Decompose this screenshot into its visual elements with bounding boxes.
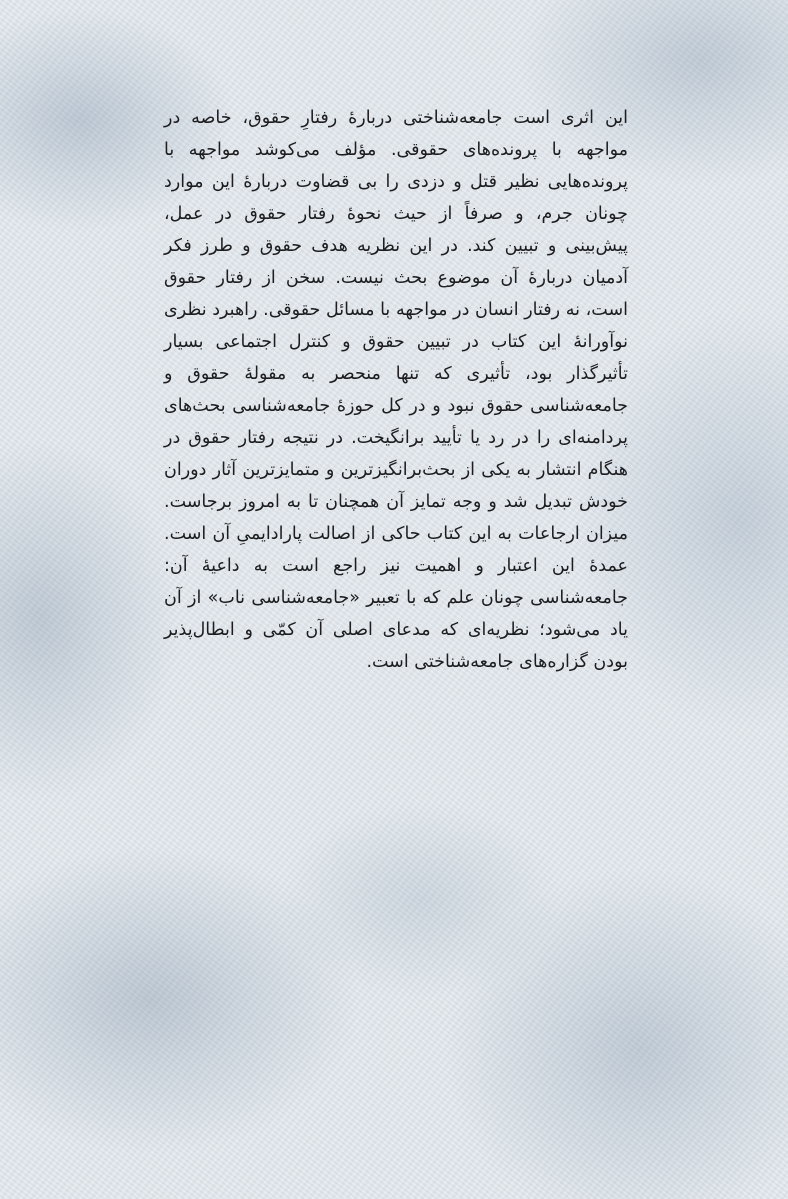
blurb-paragraph: این اثری است جامعه‌شناختی دربارهٔ رفتارِ حقوق، خاصه در مواجهه با پرونده‌های حقوقی. مؤلف می‌کوشد مواجهه با پرونده‌هایی نظیر قتل و دزدی را بی قضاوت دربارهٔ این موارد چونان جرم، و صرفاً از حیث نحوهٔ رفتار حقوق در عمل، پیش‌بینی و تبیین کند. در این نظریه هدف حقوق و طرز فکر آدمیان دربارهٔ آن موضوع بحث نیست. سخن از رفتار حقوق است، نه رفتار انسان در مواجهه با مسائل حقوقی. راهبرد نظری نوآورانهٔ این کتاب در تبیین حقوق و کنترل اجتماعی بسیار تأثیرگذار بود، تأثیری که تنها منحصر به مقولهٔ حقوق و جامعه‌شناسی حقوق نبود و در کل حوزهٔ جامعه‌شناسی بحث‌های پردامنه‌ای را در رد یا تأیید برانگیخت. در نتیجه رفتار حقوق در هنگام انتشار به یکی از بحث‌برانگیزترین و متمایزترین آثار دوران خودش تبدیل شد و وجه تمایز آن همچنان تا به امروز برجاست. میزان ارجاعات به این کتاب حاکی از اصالت پارادایمیِ آن است. عمدهٔ این اعتبار و اهمیت نیز راجع است به داعیهٔ آن: جامعه‌شناسی چونان علم که با تعبیر «جامعه‌شناسی ناب» از آن یاد می‌شود؛ نظریه‌ای که مدعای اصلی آن کمّی و ابطال‌پذیر بودن گزاره‌های جامعه‌شناختی است. (164, 108, 628, 672)
